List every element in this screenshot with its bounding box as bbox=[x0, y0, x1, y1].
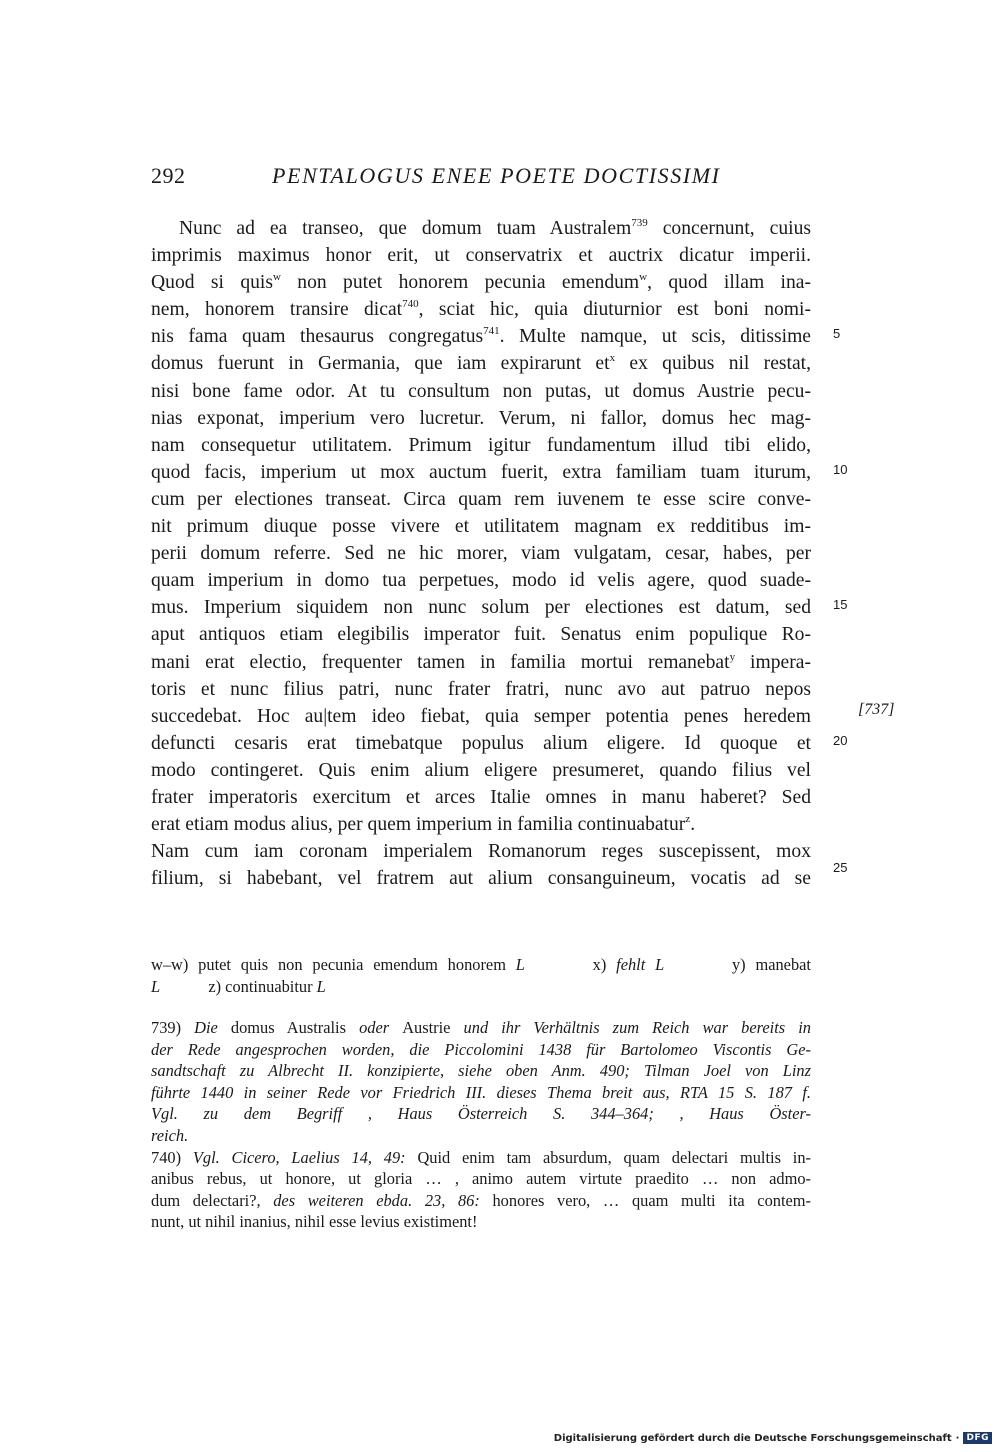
superscript-marker: y bbox=[729, 650, 736, 663]
apparatus-line: L z) continuabitur L bbox=[151, 977, 326, 996]
banner-text: Digitalisierung gefördert durch die Deutsche Forschungsgemeinschaft bbox=[553, 1432, 952, 1444]
text-line: nias exponat, imperium vero lucretur. Verum, ni fallor, domus hec mag- bbox=[151, 407, 811, 429]
text-line: nem, honorem transire dicat$^{740}$, sciat hic, quia diuturnior est boni nomi- bbox=[151, 298, 812, 321]
running-title: PENTALOGUS ENEE POETE DOCTISSIMI bbox=[272, 163, 721, 188]
superscript-marker: 740 bbox=[402, 298, 419, 311]
line-number: 20 bbox=[833, 733, 848, 748]
superscript-marker: 739 bbox=[631, 217, 648, 229]
text-line: quod facis, imperium ut mox auctum fuerit, extra familiam tuam iturum, bbox=[151, 461, 811, 483]
footnote-line: der Rede angesprochen worden, die Piccolomini 1438 für Bartolomeo Viscontis Ge- bbox=[151, 1039, 811, 1059]
text-line: modo contingeret. Quis enim alium eligere presumeret, quando filius vel bbox=[151, 759, 811, 781]
critical-apparatus bbox=[151, 954, 811, 998]
apparatus-line bbox=[151, 954, 811, 976]
text-line: nisi bone fame odor. At tu consultum non putas, ut domus Austrie pecu- bbox=[151, 380, 811, 402]
footnote-line: nunt, ut nihil inanius, nihil esse levius existiment! bbox=[151, 1212, 478, 1232]
footnote-line: dum delectari?, des weiteren ebda. 23, 86: honores vero, … quam multi ita contem- bbox=[151, 1190, 812, 1210]
text-line: Quod si quis$^w$ non putet honorem pecunia emendum$^w$, quod illam ina- bbox=[151, 271, 811, 294]
line-number: 15 bbox=[833, 597, 848, 612]
footnote-line: anibus rebus, ut honore, ut gloria … , animo autem virtute praedito … non admo- bbox=[151, 1169, 811, 1189]
text-line: nit primum diuque posse vivere et utilitatem magnam ex redditibus im- bbox=[151, 516, 811, 538]
text-line: mus. Imperium siquidem non nunc solum per electiones est datum, sed bbox=[151, 597, 811, 619]
digitization-banner: Digitalisierung gefördert durch die Deutsche Forschungsgemeinschaft · DFG bbox=[554, 1432, 992, 1444]
superscript-marker: w bbox=[273, 271, 281, 284]
apparatus-entry: z) continuabitur L bbox=[208, 977, 326, 996]
footnote-line: reich. bbox=[151, 1125, 189, 1145]
footnote-line: 740) Vgl. Cicero, Laelius 14, 49: Quid enim tam absurdum, quam delectari multis in- bbox=[151, 1147, 811, 1167]
superscript-marker: w bbox=[639, 271, 648, 284]
page-header bbox=[151, 163, 811, 197]
apparatus-entry: x) fehlt L bbox=[592, 955, 665, 974]
main-text bbox=[151, 215, 811, 892]
footnote-line: führte 1440 in seiner Rede vor Friedrich III. dieses Thema breit aus, RTA 15 S. 187 f. bbox=[151, 1082, 811, 1102]
footnotes bbox=[151, 1017, 811, 1233]
text-line: frater imperatoris exercitum et arces Italie omnes in manu haberet? Sed bbox=[151, 786, 811, 808]
text-line: filium, si habebant, vel fratrem aut alium consanguineum, vocatis ad se bbox=[151, 868, 811, 890]
text-line: cum per electiones transeat. Circa quam rem iuvenem te esse scire conve- bbox=[151, 488, 811, 510]
text-line: toris et nunc filius patri, nunc frater fratri, nunc avo aut patruo nepos bbox=[151, 678, 811, 700]
text-line: Nunc ad ea transeo, que domum tuam Australem$^{739}$ concernunt, cuius bbox=[179, 217, 811, 239]
text-line: erat etiam modus alius, per quem imperium in familia continuabatur$^z$. bbox=[151, 813, 696, 836]
superscript-marker: z bbox=[685, 813, 691, 826]
text-line: nam consequetur utilitatem. Primum igitur fundamentum illud tibi elido, bbox=[151, 434, 811, 456]
text-line: mani erat electio, frequenter tamen in familia mortui remanebat$^y$ impera- bbox=[151, 650, 811, 673]
text-line: aput antiquos etiam elegibilis imperator fuit. Senatus enim populique Ro- bbox=[151, 624, 811, 646]
line-number: 5 bbox=[833, 326, 841, 341]
apparatus-entry: w–w) putet quis non pecunia emendum honorem L bbox=[151, 955, 525, 974]
text-line: defuncti cesaris erat timebatque populus alium eligere. Id quoque et bbox=[151, 732, 811, 754]
line-number: 25 bbox=[833, 860, 848, 875]
text-line: imprimis maximus honor erit, ut conservatrix et auctrix dicatur imperii. bbox=[151, 245, 811, 267]
apparatus-entry: y) manebat bbox=[731, 955, 811, 974]
superscript-marker: 741 bbox=[483, 325, 500, 338]
text-line: succedebat. Hoc au|tem ideo fiebat, quia semper potentia penes heredem bbox=[151, 705, 811, 727]
footnote-line: 739) Die domus Australis oder Austrie und ihr Verhältnis zum Reich war bereits in bbox=[151, 1018, 811, 1037]
text-line: domus fuerunt in Germania, que iam expirarunt $et^x$ ex quibus nil restat, bbox=[151, 352, 811, 375]
footnote-line: Vgl. zu dem Begriff , Haus Österreich S. 344–364; , Haus Öster- bbox=[151, 1104, 812, 1124]
text-line: nis fama quam thesaurus congregatus$^{741}$. Multe namque, ut scis, ditissime bbox=[151, 325, 812, 348]
text-line: Nam cum iam coronam imperialem Romanorum reges suscepissent, mox bbox=[151, 841, 811, 863]
line-number: 10 bbox=[833, 462, 848, 477]
original-page-reference: [737] bbox=[858, 701, 895, 718]
text-line: perii domum referre. Sed ne hic morer, viam vulgatam, cesar, habes, per bbox=[151, 543, 811, 565]
page-number: 292 bbox=[151, 163, 186, 188]
superscript-marker: x bbox=[609, 352, 616, 365]
text-line: quam imperium in domo tua perpetues, modo id velis agere, quod suade- bbox=[151, 570, 811, 592]
dfg-logo: DFG bbox=[963, 1432, 992, 1444]
footnote-line: sandtschaft zu Albrecht II. konzipierte, siehe oben Anm. 490; Tilman Joel von Linz bbox=[151, 1061, 811, 1081]
